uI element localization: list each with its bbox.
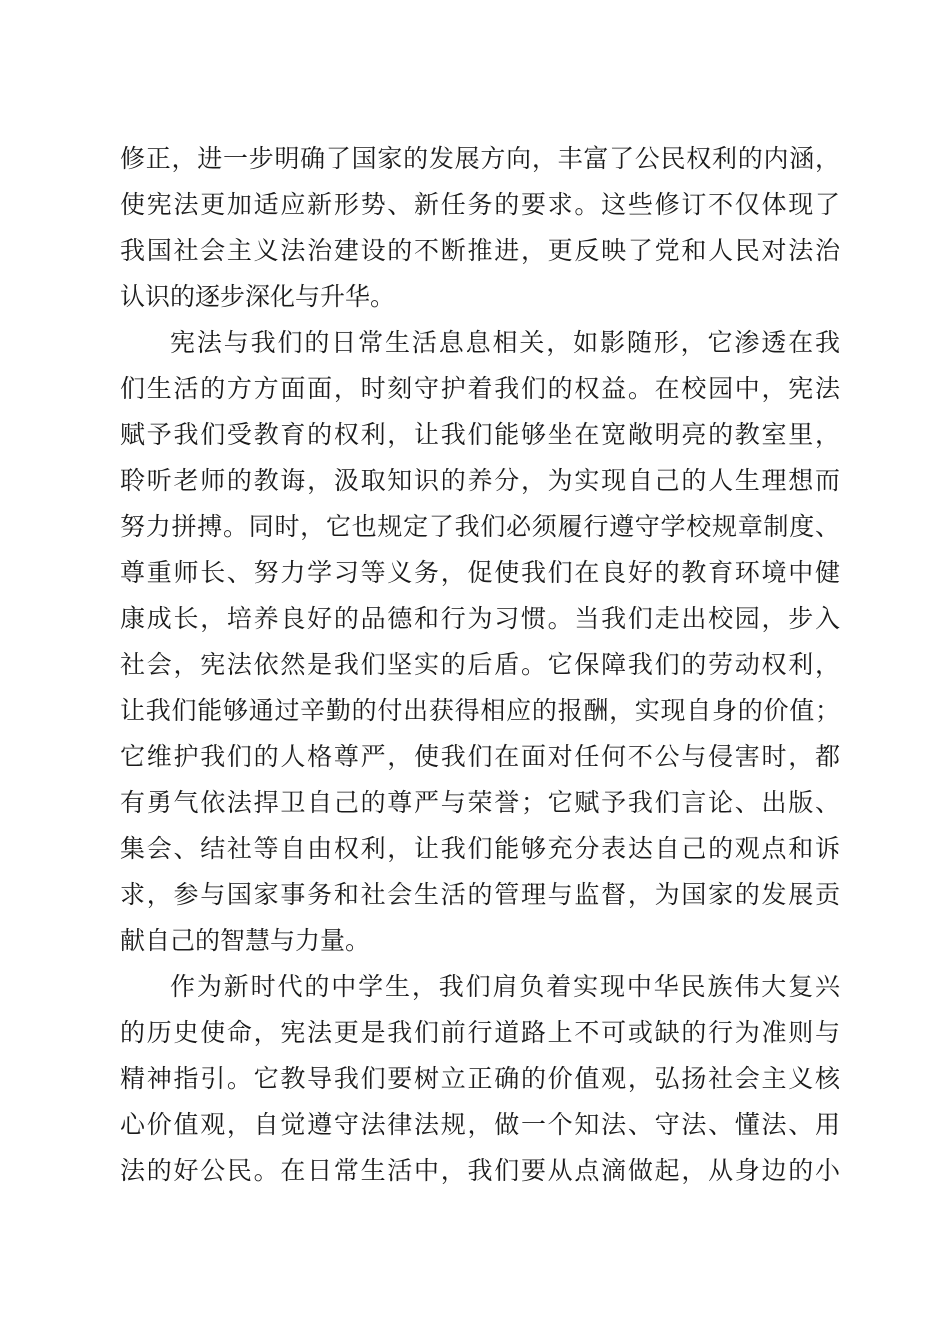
text-line: 集会、结社等自由权利，让我们能够充分表达自己的观点和诉 (120, 834, 840, 863)
text-line: 心价值观，自觉遵守法律法规，做一个知法、守法、懂法、用 (120, 1110, 840, 1139)
text-line: 让我们能够通过辛勤的付出获得相应的报酬，实现自身的价值； (120, 696, 840, 725)
text-line: 有勇气依法捍卫自己的尊严与荣誉；它赋予我们言论、出版、 (120, 788, 840, 817)
paragraph-middle-school-students (120, 964, 840, 1194)
text-line: 认识的逐步深化与升华。 (120, 282, 396, 311)
text-line: 修正，进一步明确了国家的发展方向，丰富了公民权利的内涵， (120, 144, 840, 173)
text-line: 求，参与国家事务和社会生活的管理与监督，为国家的发展贡 (120, 880, 840, 909)
text-line: 社会，宪法依然是我们坚实的后盾。它保障我们的劳动权利， (120, 650, 840, 679)
text-line: 尊重师长、努力学习等义务，促使我们在良好的教育环境中健 (120, 558, 840, 587)
text-line: 宪法与我们的日常生活息息相关，如影随形，它渗透在我 (170, 328, 840, 357)
paragraph-constitution-amendment (120, 136, 840, 320)
body-text (120, 136, 840, 1194)
paragraph-daily-life (120, 320, 840, 964)
text-line: 的历史使命，宪法更是我们前行道路上不可或缺的行为准则与 (120, 1018, 840, 1047)
text-line: 赋予我们受教育的权利，让我们能够坐在宽敞明亮的教室里， (120, 420, 840, 449)
text-line: 康成长，培养良好的品德和行为习惯。当我们走出校园，步入 (120, 604, 840, 633)
text-line: 它维护我们的人格尊严，使我们在面对任何不公与侵害时，都 (120, 742, 840, 771)
text-line: 精神指引。它教导我们要树立正确的价值观，弘扬社会主义核 (120, 1064, 840, 1093)
text-line: 法的好公民。在日常生活中，我们要从点滴做起，从身边的小 (120, 1156, 840, 1185)
text-line: 使宪法更加适应新形势、新任务的要求。这些修订不仅体现了 (120, 190, 840, 219)
text-line: 努力拼搏。同时，它也规定了我们必须履行遵守学校规章制度、 (120, 512, 840, 541)
text-line: 聆听老师的教诲，汲取知识的养分，为实现自己的人生理想而 (120, 466, 840, 495)
text-line: 献自己的智慧与力量。 (120, 926, 371, 955)
text-line: 我国社会主义法治建设的不断推进，更反映了党和人民对法治 (120, 236, 840, 265)
text-line: 们生活的方方面面，时刻守护着我们的权益。在校园中，宪法 (120, 374, 840, 403)
text-line: 作为新时代的中学生，我们肩负着实现中华民族伟大复兴 (170, 972, 840, 1001)
